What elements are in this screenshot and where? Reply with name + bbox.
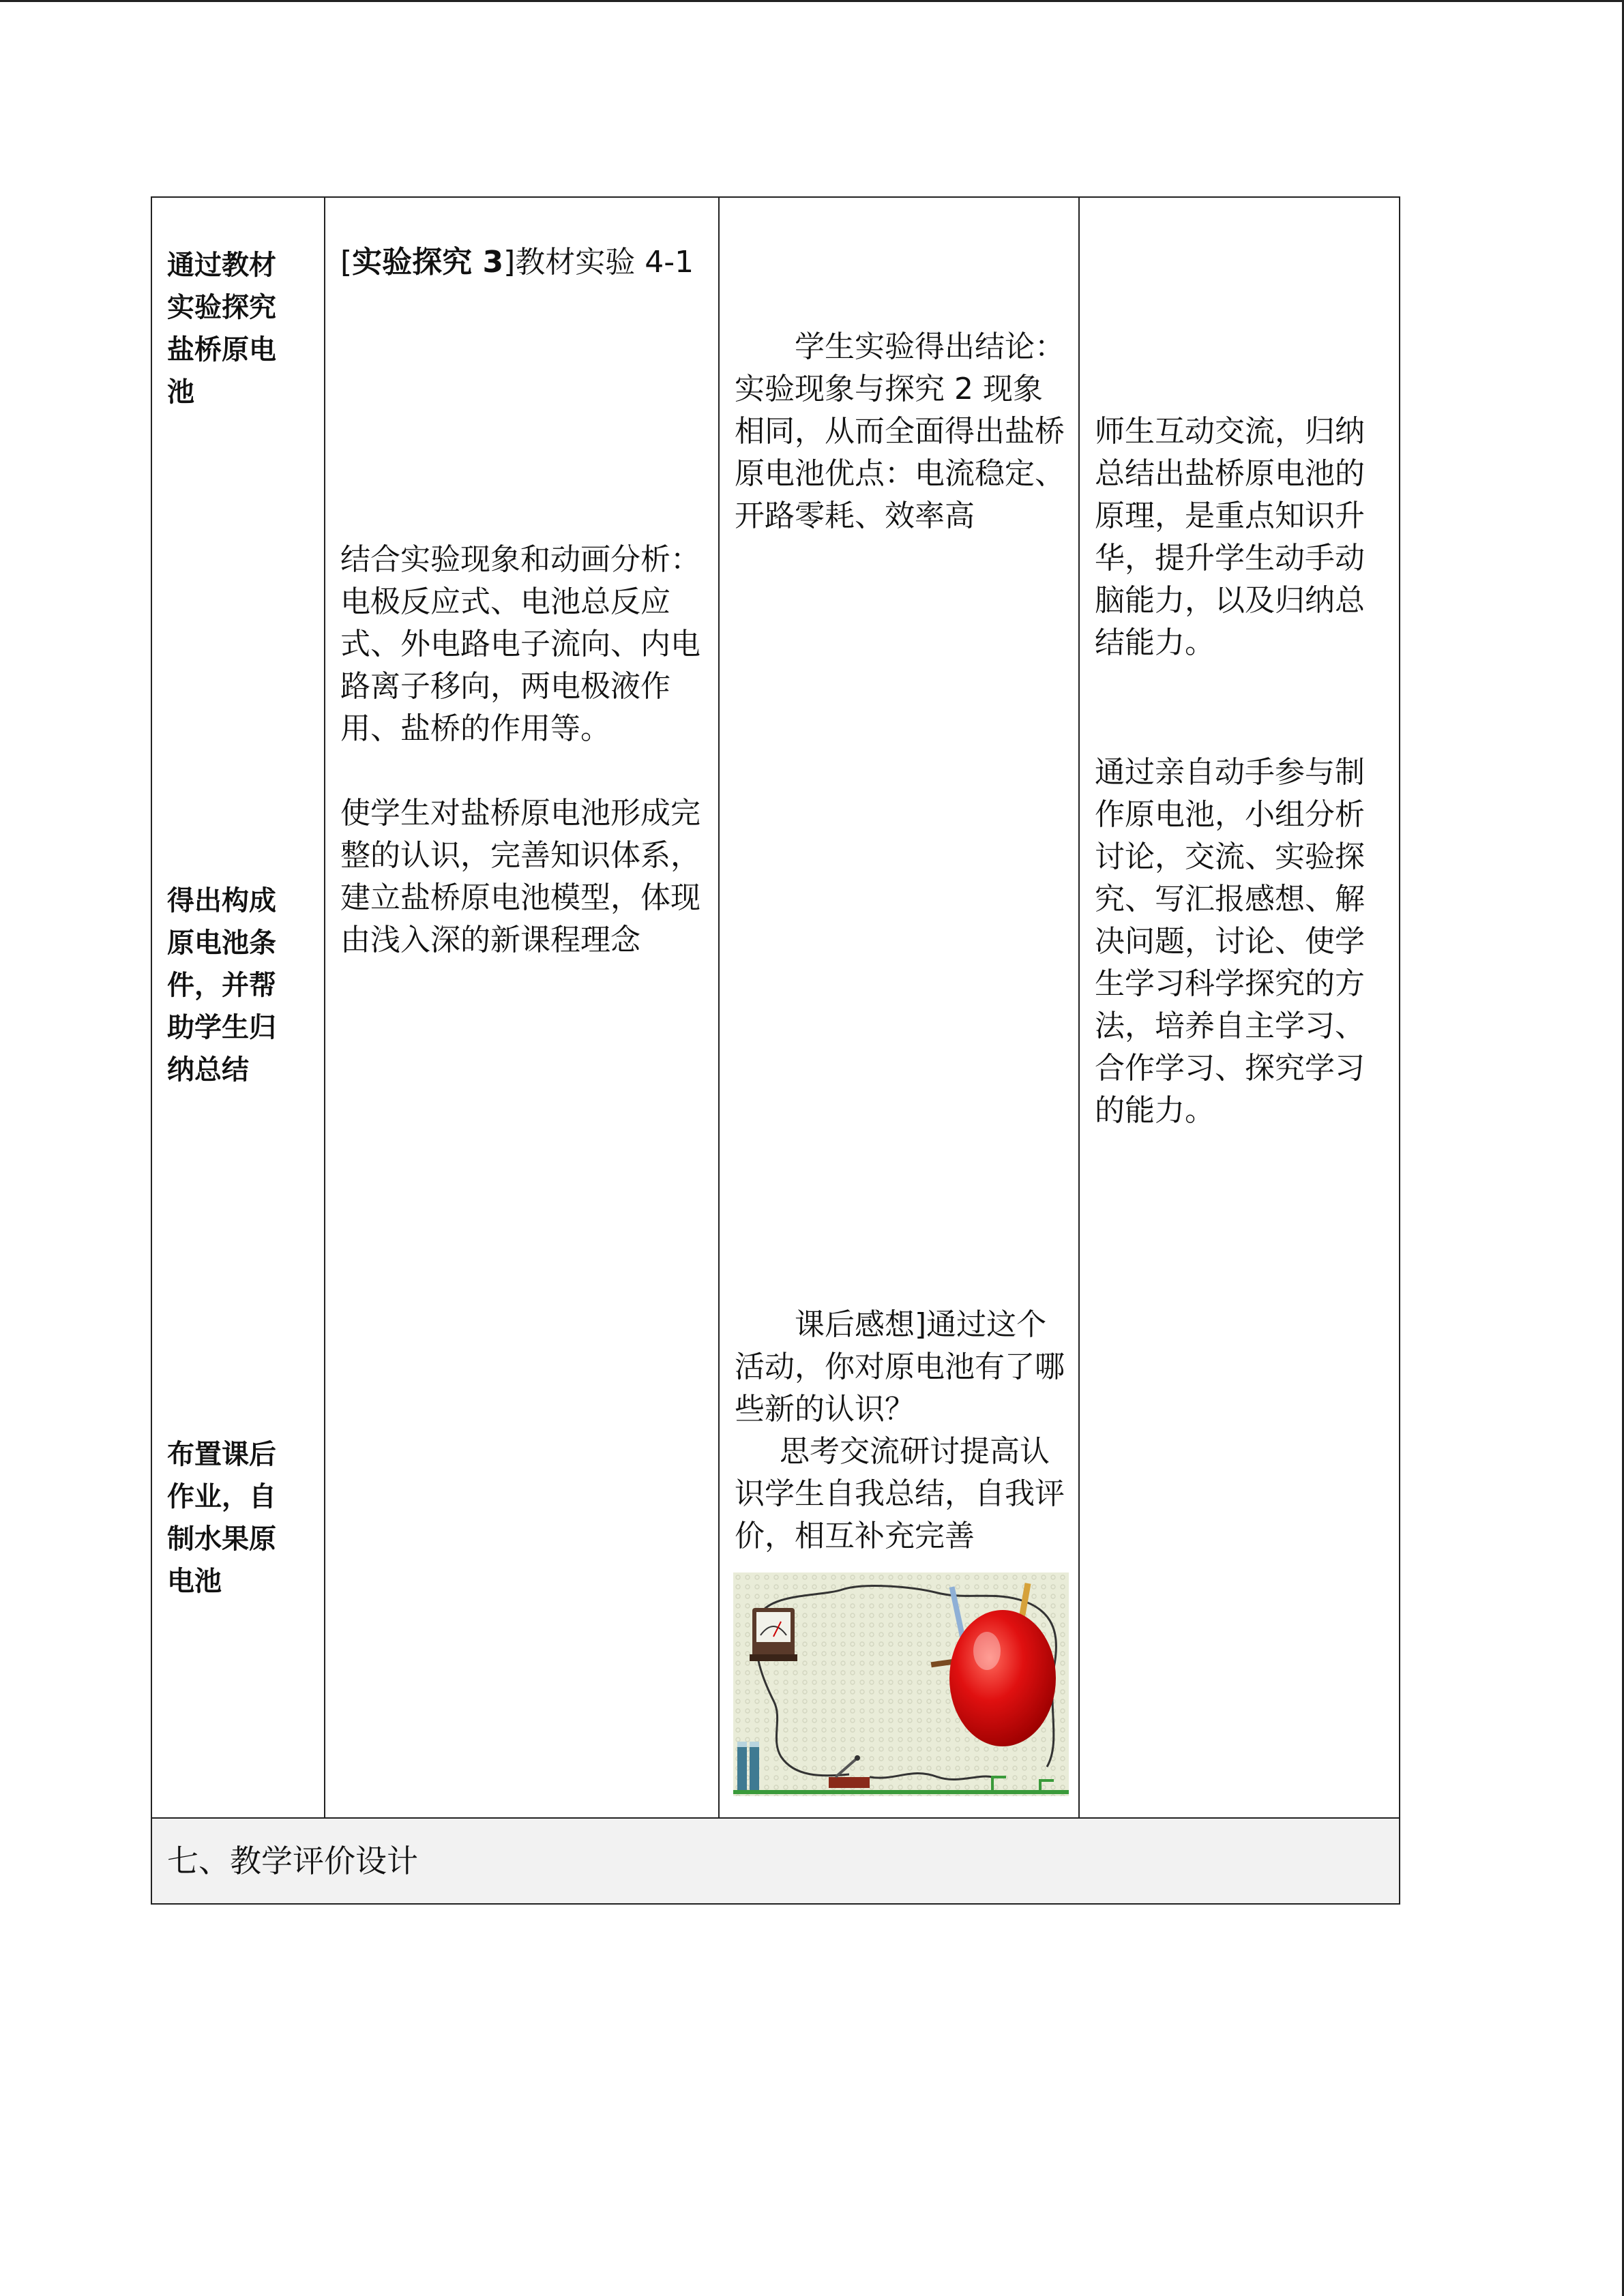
heading-bracket: [ [340,245,353,280]
section-header-cell [151,1818,1400,1904]
heading-bold: 实验探究 3 [352,245,504,280]
conclusion-paragraph: 学生实验得出结论：实验现象与探究 2 现象相同，从而全面得出盐桥原电池优点：电流稳定、开路零耗、效率高 [735,329,1065,533]
section-header-row [151,1818,1400,1904]
intent-label-experiment: 通过教材实验探究盐桥原电池 [167,250,276,408]
lesson-plan-table [151,196,1400,1905]
student-activity-column [719,197,1079,1818]
section-title: 七、教学评价设计 [167,1843,418,1879]
design-intent-column [151,197,325,1818]
heading-rest: ]教材实验 4-1 [503,245,694,280]
experiment-heading [340,241,709,284]
rationale-paragraph-2: 通过亲自动手参与制作原电池，小组分析讨论，交流、实验探究、写汇报感想、解决问题，讨论、使学生学习科学探究的方法，培养自主学习、合作学习、探究学习的能力。 [1095,755,1365,1128]
analysis-paragraph: 结合实验现象和动画分析：电极反应式、电池总反应式、外电路电子流向、内电路离子移向，两电极液作用、盐桥的作用等。 [340,542,700,746]
intent-label-homework: 布置课后作业，自制水果原电池 [167,1439,276,1597]
table-row [151,197,1400,1818]
page-top-border [0,0,1624,2]
red-fruit-icon [949,1610,1056,1746]
reflection-paragraph: 课后感想]通过这个活动，你对原电池有了哪些新的认识？ [735,1307,1065,1427]
self-evaluation-paragraph: 思考交流研讨提高认识学生自我总结，自我评价，相互补充完善 [735,1434,1065,1553]
model-paragraph: 使学生对盐桥原电池形成完整的认识，完善知识体系，建立盐桥原电池模型，体现由浅入深的新课程理念 [340,796,700,957]
fruit-highlight [973,1632,1001,1670]
ammeter-icon [750,1608,797,1661]
rationale-paragraph-1: 师生互动交流，归纳总结出盐桥原电池的原理，是重点知识升华，提升学生动手动脑能力，以及归纳总结能力。 [1095,414,1365,660]
design-rationale-column [1079,197,1400,1818]
fruit-battery-illustration [733,1572,1069,1796]
intent-label-summary: 得出构成原电池条件，并帮助学生归纳总结 [167,885,276,1086]
teacher-activity-column [325,197,719,1818]
